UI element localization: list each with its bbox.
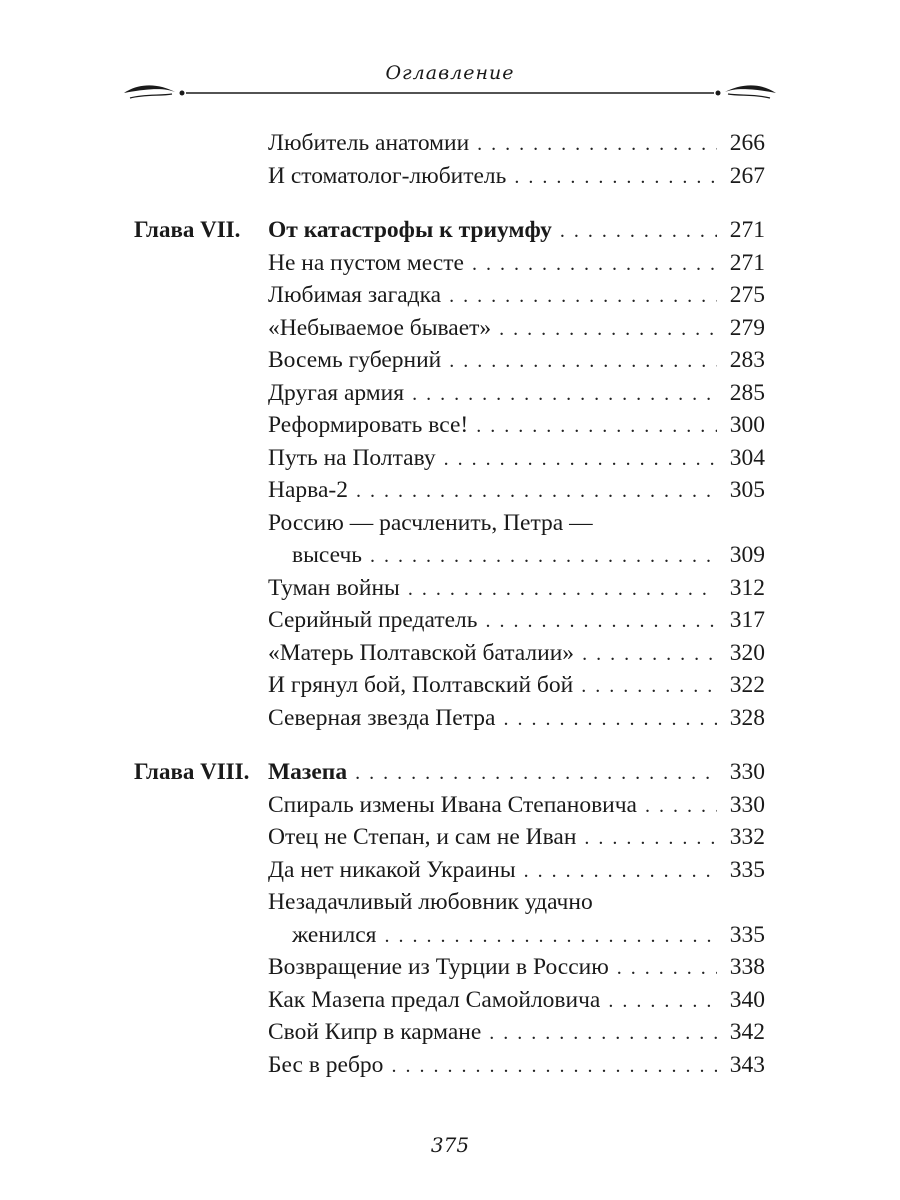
entry-title: Как Мазепа предал Самойловича: [268, 986, 601, 1013]
dot-leader: [514, 166, 717, 189]
entry-title: Возвращение из Турции в Россию: [268, 954, 609, 980]
toc-entry-row: [0, 380, 900, 413]
entry-title: Незадачливый любовник удачно: [268, 889, 593, 915]
dot-leader: [581, 675, 717, 698]
toc-line: [268, 510, 765, 537]
toc-line: [268, 1019, 765, 1046]
toc-line: [268, 477, 765, 504]
toc-entry-row: [0, 477, 900, 510]
dot-leader: [444, 448, 717, 471]
toc-line: [268, 889, 765, 916]
entry-page-number: 266: [729, 130, 765, 156]
toc-line: [268, 347, 765, 374]
toc-entry-row: [0, 792, 900, 825]
toc-entry-row: [0, 542, 900, 575]
entry-title: Другая армия: [268, 379, 405, 406]
entry-page-number: 271: [729, 217, 765, 243]
toc-line: [268, 445, 765, 472]
toc-line: [268, 759, 765, 786]
toc-line: [268, 607, 765, 634]
dot-leader: [560, 220, 717, 243]
toc-line: [268, 575, 765, 602]
entry-page-number: 304: [729, 444, 765, 471]
toc-line: [268, 217, 765, 244]
entry-title: Да нет никакой Украины: [268, 856, 516, 883]
entry-page-number: 312: [729, 574, 765, 601]
toc-entry-row: [0, 1019, 900, 1052]
toc-line: [268, 705, 765, 732]
running-header-title: Оглавление: [385, 62, 515, 84]
dot-leader: [489, 1022, 717, 1045]
toc-entry-row: [0, 889, 900, 922]
entry-title: Спираль измены Ивана Степановича: [268, 791, 637, 818]
toc-line: [268, 857, 765, 884]
toc-line: [268, 792, 765, 819]
toc-line: [292, 922, 765, 949]
toc-line: [268, 412, 765, 439]
toc-line: [268, 282, 765, 309]
toc-entry-row: [0, 672, 900, 705]
entry-title: высечь: [292, 542, 362, 568]
toc-entry-row: [0, 315, 900, 348]
entry-page-number: 285: [729, 379, 765, 406]
table-of-contents: [0, 130, 900, 1084]
entry-page-number: 322: [729, 672, 765, 698]
toc-entry-row: [0, 640, 900, 673]
entry-title: И стоматолог-любитель: [268, 162, 507, 189]
entry-page-number: 275: [729, 282, 765, 308]
toc-line: [268, 987, 765, 1014]
dot-leader: [449, 285, 717, 308]
ornamental-rule: [120, 76, 780, 106]
toc-entry-row: [0, 857, 900, 890]
entry-title: Северная звезда Петра: [268, 704, 496, 731]
toc-line: [268, 163, 765, 190]
entry-page-number: 335: [729, 856, 765, 883]
toc-line: [268, 315, 765, 342]
page-number: 375: [430, 1133, 470, 1157]
entry-page-number: 342: [729, 1019, 765, 1045]
chapter-label: Глава VIII.: [134, 759, 250, 784]
toc-entry-row: [0, 954, 900, 987]
toc-entry-row: [0, 607, 900, 640]
toc-entry-row: [0, 347, 900, 380]
toc-entry-row: [0, 163, 900, 196]
dot-leader: [476, 415, 717, 438]
entry-page-number: 279: [729, 314, 765, 341]
toc-entry-row: [0, 987, 900, 1020]
entry-page-number: 283: [729, 347, 765, 373]
entry-title: Восемь губерний: [268, 347, 442, 373]
toc-entry-row: [0, 1052, 900, 1085]
dot-leader: [584, 827, 717, 850]
entry-page-number: 267: [729, 162, 765, 189]
entry-title: Россию — расчленить, Петра —: [268, 509, 593, 536]
entry-title: И грянул бой, Полтавский бой: [268, 672, 574, 698]
dot-leader: [582, 643, 717, 666]
entry-title: Любимая загадка: [268, 282, 442, 308]
dot-leader: [472, 253, 717, 276]
dot-leader: [370, 545, 717, 568]
dot-leader: [355, 762, 717, 785]
section-spacer: [0, 195, 900, 217]
entry-title: женился: [292, 921, 377, 948]
entry-title: «Матерь Полтавской баталии»: [268, 639, 575, 666]
toc-chapter-row: [0, 217, 900, 250]
dot-leader: [645, 795, 717, 818]
entry-title: Любитель анатомии: [268, 130, 470, 156]
entry-page-number: 330: [729, 759, 765, 785]
toc-chapter-row: [0, 759, 900, 792]
entry-page-number: 320: [729, 639, 765, 666]
dot-leader: [391, 1055, 717, 1078]
entry-page-number: 332: [729, 824, 765, 850]
entry-page-number: 338: [729, 954, 765, 980]
toc-entry-row: [0, 282, 900, 315]
dot-leader: [449, 350, 717, 373]
toc-entry-row: [0, 250, 900, 283]
dot-leader: [617, 957, 717, 980]
entry-page-number: 305: [729, 477, 765, 503]
entry-title: Туман войны: [268, 574, 400, 601]
entry-page-number: 317: [729, 607, 765, 633]
chapter-label: Глава VII.: [134, 217, 241, 242]
toc-entry-row: [0, 412, 900, 445]
entry-title: Путь на Полтаву: [268, 444, 436, 471]
entry-page-number: 335: [729, 921, 765, 948]
dot-leader: [356, 480, 717, 503]
chapter-title: От катастрофы к триумфу: [268, 217, 552, 243]
entry-title: Свой Кипр в кармане: [268, 1019, 482, 1045]
dot-leader: [503, 708, 717, 731]
entry-page-number: 309: [729, 542, 765, 568]
toc-line: [268, 954, 765, 981]
entry-page-number: 330: [729, 791, 765, 818]
entry-page-number: 328: [729, 704, 765, 731]
toc-entry-row: [0, 445, 900, 478]
entry-page-number: 271: [729, 249, 765, 276]
entry-page-number: 300: [729, 412, 765, 438]
entry-title: Бес в ребро: [268, 1051, 384, 1078]
toc-line: [268, 380, 765, 407]
toc-entry-row: [0, 922, 900, 955]
section-spacer: [0, 737, 900, 759]
toc-line: [268, 824, 765, 851]
toc-line: [268, 130, 765, 157]
entry-title: Не на пустом месте: [268, 249, 464, 276]
dot-leader: [608, 990, 717, 1013]
entry-title: Нарва-2: [268, 477, 348, 503]
dot-leader: [412, 383, 717, 406]
dot-leader: [485, 610, 717, 633]
dot-leader: [524, 860, 717, 883]
toc-entry-row: [0, 575, 900, 608]
toc-line: [268, 1052, 765, 1079]
toc-line: [268, 250, 765, 277]
dot-leader: [408, 578, 717, 601]
chapter-title: Мазепа: [268, 759, 348, 785]
dot-leader: [384, 925, 717, 948]
toc-line: [292, 542, 765, 569]
toc-entry-row: [0, 130, 900, 163]
toc-entry-row: [0, 824, 900, 857]
entry-page-number: 340: [729, 986, 765, 1013]
toc-entry-row: [0, 510, 900, 543]
entry-page-number: 343: [729, 1051, 765, 1078]
dot-leader: [477, 133, 717, 156]
entry-title: Отец не Степан, и сам не Иван: [268, 824, 577, 850]
entry-title: Серийный предатель: [268, 607, 478, 633]
entry-title: Реформировать все!: [268, 412, 469, 438]
toc-entry-row: [0, 705, 900, 738]
entry-title: «Небываемое бывает»: [268, 314, 492, 341]
toc-line: [268, 640, 765, 667]
dot-leader: [499, 318, 717, 341]
toc-line: [268, 672, 765, 699]
